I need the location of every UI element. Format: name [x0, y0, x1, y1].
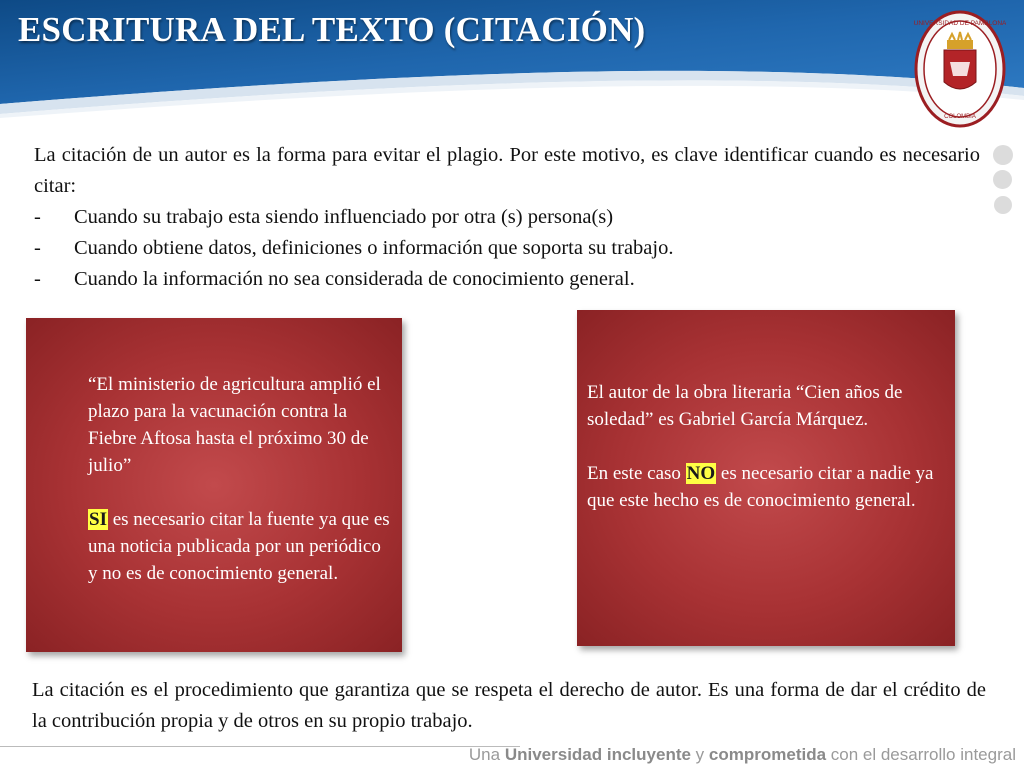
example-explanation: SI es necesario citar la fuente ya que es una noticia publicada por un periódico y no es de conocimiento general. [88, 509, 390, 584]
header-band [0, 0, 1024, 118]
decorative-dot [994, 196, 1012, 214]
example-box-no [577, 310, 955, 646]
dash-marker: - [34, 206, 41, 228]
intro-block [34, 140, 980, 295]
dash-marker: - [34, 268, 41, 290]
decorative-dot [993, 145, 1013, 165]
decorative-dot [993, 170, 1012, 189]
example-quote: “El ministerio de agricultura amplió el plazo para la vacunación contra la Fiebre Aftosa hasta el próximo 30 de julio” [88, 374, 381, 476]
criteria-list [34, 202, 980, 295]
list-item: - Cuando la información no sea considerada de conocimiento general. [34, 264, 980, 295]
footer-divider [0, 746, 520, 747]
page-title: ESCRITURA DEL TEXTO (CITACIÓN) [18, 10, 646, 49]
si-highlight: SI [89, 509, 107, 530]
list-item: - Cuando su trabajo esta siendo influenciado por otra (s) persona(s) [34, 202, 980, 233]
conclusion-paragraph: La citación es el procedimiento que garantiza que se respeta el derecho de autor. Es una forma de dar el crédito de la contribución propia y de otros en su propio trabajo. [32, 679, 986, 732]
no-highlight: NO [686, 463, 716, 484]
university-logo [914, 10, 1006, 128]
example-explanation: En este caso NO es necesario citar a nadie ya que este hecho es de conocimiento general. [587, 463, 934, 511]
example-box-yes [26, 318, 402, 652]
footer-slogan: Una Universidad incluyente y comprometida con el desarrollo integral [468, 745, 1016, 764]
example-statement: El autor de la obra literaria “Cien años de soledad” es Gabriel García Márquez. [587, 382, 903, 430]
list-item: - Cuando obtiene datos, definiciones o información que soporta su trabajo. [34, 233, 980, 264]
dash-marker: - [34, 237, 41, 259]
logo-bottom-text: COLOMBIA [944, 114, 976, 120]
logo-top-text: UNIVERSIDAD DE PAMPLONA [914, 20, 1006, 27]
intro-paragraph: La citación de un autor es la forma para evitar el plagio. Por este motivo, es clave identificar cuando es necesario citar: [34, 144, 980, 197]
